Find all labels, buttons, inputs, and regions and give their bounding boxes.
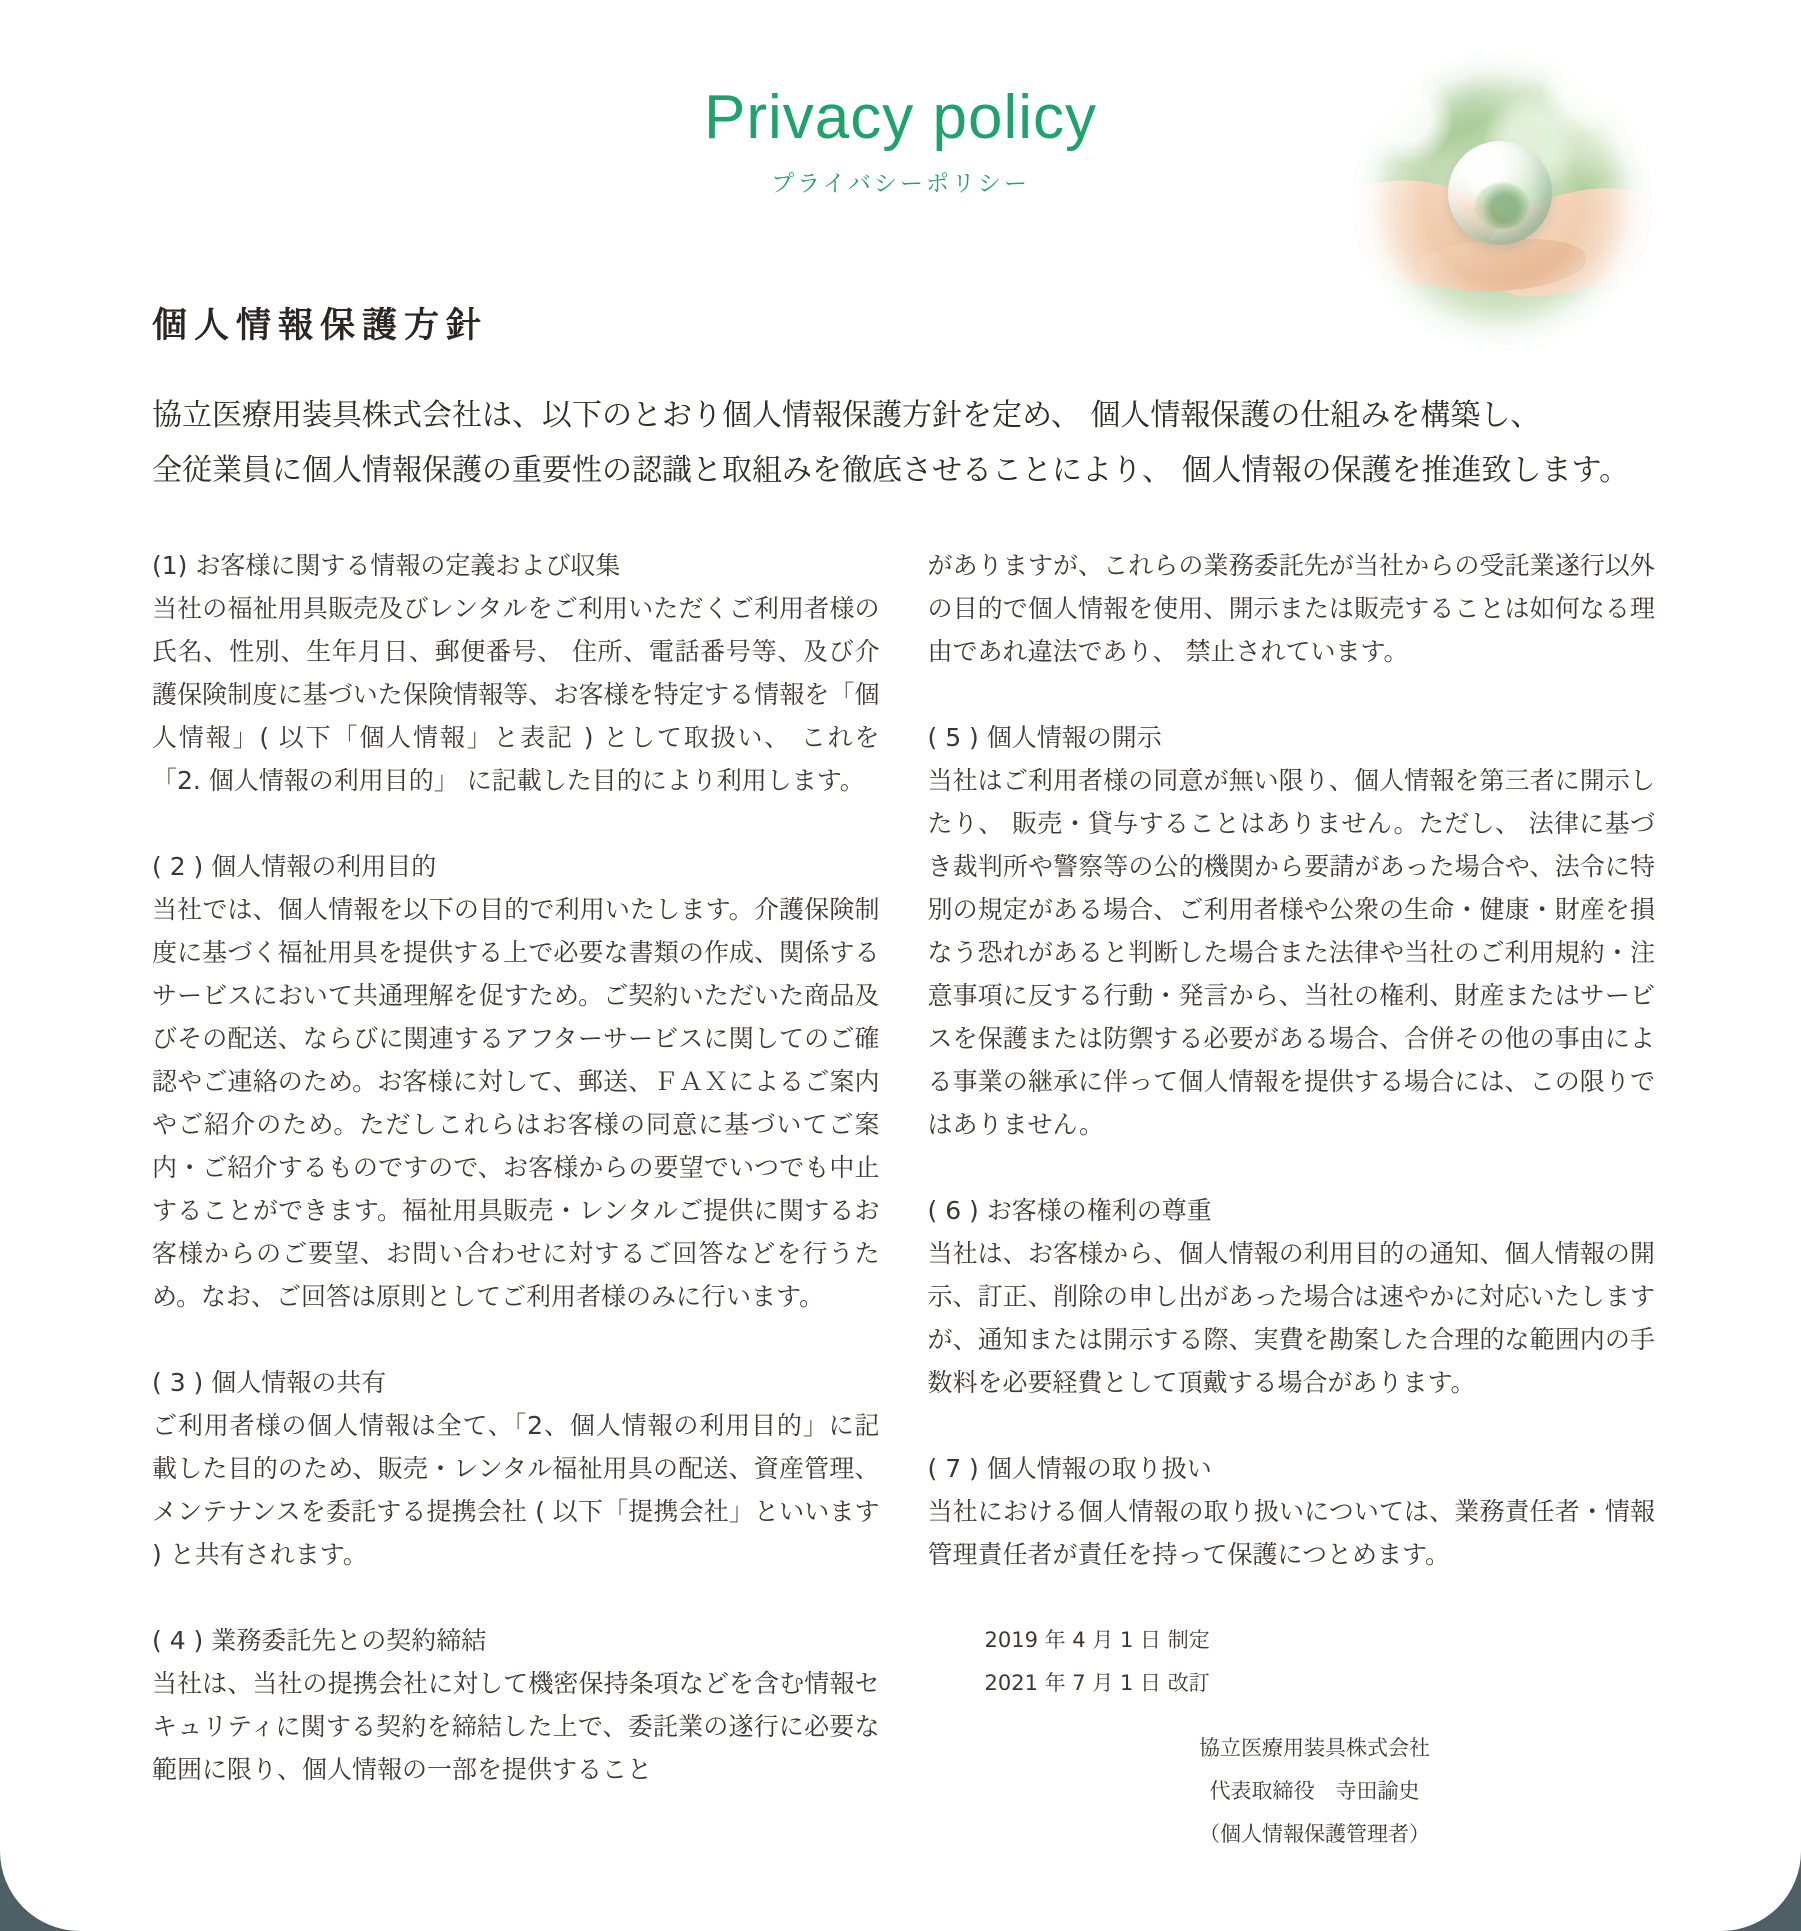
page-title: Privacy policy [704,83,1097,152]
section-1-body: 当社の福祉用具販売及びレンタルをご利用いただくご利用者様の氏名、性別、生年月日、郵便番号、 住所、電話番号等、及び介護保険制度に基づいた保険情報等、お客様を特定する情報を「個人情報」( 以下「個人情報」と表記 ) として取扱い、 これを 「2. 個人情報の利用目的」 に記載した目的により利用します。 [152,594,880,795]
section-2-purpose-of-use [152,845,880,1318]
privacy-manager-note: （個人情報保護管理者） [1199,1822,1430,1846]
section-7-body: 当社における個人情報の取り扱いについては、業務責任者・情報管理責任者が責任を持って保護につとめます。 [927,1497,1655,1569]
hands-globe-photo [1353,52,1651,350]
policy-columns [152,544,1655,1856]
section-1-definition-and-collection [152,544,880,802]
enacted-date: 2019 年 4 月 1 日 制定 [984,1628,1210,1652]
section-7-handling [928,1447,1656,1576]
section-4-continuation: がありますが、これらの業務委託先が当社からの受託業遂行以外の目的で個人情報を使用、開示または販売することは如何なる理由であれ違法であり、 禁止されています。 [927,551,1655,666]
representative-name: 代表取締役 寺田諭史 [1209,1779,1420,1803]
section-4-title: ( 4 ) 業務委託先との契約締結 [152,1626,487,1655]
company-name: 協立医療用装具株式会社 [1199,1736,1430,1760]
section-6-body: 当社は、お客様から、個人情報の利用目的の通知、個人情報の開示、訂正、削除の申し出があった場合は速やかに対応いたしますが、通知または開示する際、実費を勘案した合理的な範囲内の手数料を必要経費として頂戴する場合があります。 [927,1239,1655,1397]
policy-heading: 個人情報保護方針 [152,306,489,346]
section-6-title: ( 6 ) お客様の権利の尊重 [927,1196,1212,1225]
photo-soft-edge-vignette [1353,52,1651,350]
section-5-disclosure [928,716,1656,1146]
section-4-contract-with-subcontractors [152,1619,880,1791]
policy-intro [152,388,1655,498]
section-2-body: 当社では、個人情報を以下の目的で利用いたします。介護保険制度に基づく福祉用具を提供する上で必要な書類の作成、関係するサービスにおいて共通理解を促すため。ご契約いただいた商品及びその配送、ならびに関連するアフターサービスに関してのご確認やご連絡のため。お客様に対して、郵送、ＦＡＸによるご案内やご紹介のため。ただしこれらはお客様の同意に基づいてご案内・ご紹介するものですので、お客様からの要望でいつでも中止することができます。福祉用具販売・レンタルご提供に関するお客様からのご要望、お問い合わせに対するご回答などを行うため。なお、ご回答は原則としてご利用者様のみに行います。 [152,895,880,1311]
section-4-body: 当社は、当社の提携会社に対して機密保持条項などを含む情報セキュリティに関する契約を締結した上で、委託業の遂行に必要な範囲に限り、個人情報の一部を提供すること [152,1669,880,1784]
section-3-title: ( 3 ) 個人情報の共有 [152,1368,387,1397]
section-7-title: ( 7 ) 個人情報の取り扱い [927,1454,1212,1483]
section-5-title: ( 5 ) 個人情報の開示 [927,723,1162,752]
revised-date: 2021 年 7 月 1 日 改訂 [984,1671,1210,1695]
section-5-body: 当社はご利用者様の同意が無い限り、個人情報を第三者に開示したり、 販売・貸与することはありません。ただし、 法律に基づき裁判所や警察等の公的機関から要請があった場合や、法令に特別の規定がある場合、ご利用者様や公衆の生命・健康・財産を損なう恐れがあると判断した場合また法律や当社のご利用規約・注意事項に反する行動・発言から、当社の権利、財産またはサービスを保護または防禦する必要がある場合、合併その他の事由による事業の継承に伴って個人情報を提供する場合には、この限りではありません。 [927,766,1655,1139]
page-subtitle: プライバシーポリシー [771,171,1030,197]
left-column [152,544,880,1856]
section-3-body: ご利用者様の個人情報は全て、「2、個人情報の利用目的」に記載した目的のため、販売・レンタル福祉用具の配送、資産管理、メンテナンスを委託する提携会社 ( 以下「提携会社」といいます ) と共有されます。 [152,1411,880,1569]
section-1-title: (1) お客様に関する情報の定義および収集 [152,551,621,580]
section-3-sharing [152,1361,880,1576]
signature-block [1199,1727,1430,1856]
intro-line-1: 協立医療用装具株式会社は、以下のとおり個人情報保護方針を定め、 個人情報保護の仕組みを構築し、 [152,398,1541,433]
section-2-title: ( 2 ) 個人情報の利用目的 [152,852,437,881]
revision-dates [928,1619,1656,1705]
section-6-customer-rights [928,1189,1656,1404]
intro-line-2: 全従業員に個人情報保護の重要性の認識と取組みを徹底させることにより、 個人情報の保護を推進致します。 [152,453,1630,488]
right-column [928,544,1656,1856]
policy-document [152,298,1655,1856]
